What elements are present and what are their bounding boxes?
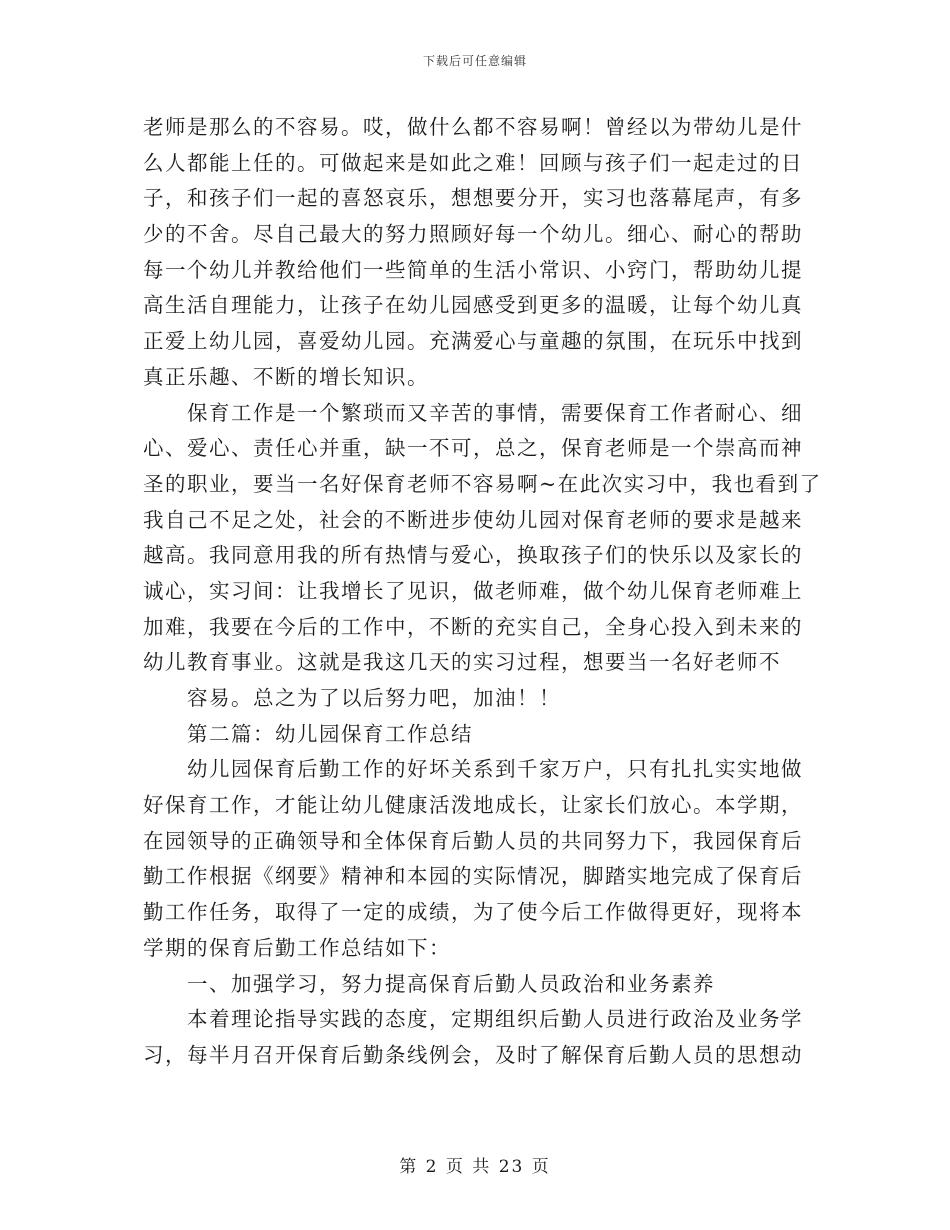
text-line: 每一个幼儿并教给他们一些简单的生活小常识、小窍门，帮助幼儿提 — [143, 257, 803, 282]
text-line: 本着理论指导实践的态度，定期组织后勤人员进行政治及业务学 — [143, 1007, 803, 1032]
text-line: 幼儿园保育后勤工作的好坏关系到千家万户，只有扎扎实实地做 — [143, 757, 803, 782]
section-heading: 第二篇：幼儿园保育工作总结 — [143, 721, 473, 746]
page-header: 下载后可任意编辑 — [422, 54, 527, 68]
text-line: 在园领导的正确领导和全体保育后勤人员的共同努力下，我园保育后 — [143, 828, 803, 853]
text-line: 心、爱心、责任心并重，缺一不可，总之，保育老师是一个崇高而神 — [143, 436, 803, 461]
text-line: 真正乐趣、不断的增长知识。 — [143, 364, 429, 389]
text-line: 学期的保育后勤工作总结如下： — [143, 935, 451, 960]
document-body — [143, 110, 822, 1074]
text-line: 勤工作任务，取得了一定的成绩，为了使今后工作做得更好，现将本 — [143, 900, 803, 925]
text-line: 圣的职业，要当一名好保育老师不容易啊~在此次实习中，我也看到了 — [143, 471, 822, 496]
text-line: 高生活自理能力，让孩子在幼儿园感受到更多的温暖，让每个幼儿真 — [143, 293, 803, 318]
subsection-heading: 一、加强学习，努力提高保育后勤人员政治和业务素养 — [143, 971, 715, 996]
text-line: 习，每半月召开保育后勤条线例会，及时了解保育后勤人员的思想动 — [143, 1042, 803, 1067]
text-line: 好保育工作，才能让幼儿健康活泼地成长，让家长们放心。本学期， — [143, 793, 803, 818]
text-line: 子，和孩子们一起的喜怒哀乐，想想要分开，实习也落幕尾声，有多 — [143, 186, 803, 211]
text-line: 保育工作是一个繁琐而又辛苦的事情，需要保育工作者耐心、细 — [143, 400, 803, 425]
text-line: 勤工作根据《纲要》精神和本园的实际情况，脚踏实地完成了保育后 — [143, 864, 803, 889]
text-line: 诚心，实习间：让我增长了见识，做老师难，做个幼儿保育老师难上 — [143, 578, 803, 603]
text-line: 么人都能上任的。可做起来是如此之难！回顾与孩子们一起走过的日 — [143, 150, 803, 175]
text-line: 幼儿教育事业。这就是我这几天的实习过程，想要当一名好老师不 — [143, 650, 781, 675]
text-line: 我自己不足之处，社会的不断进步使幼儿园对保育老师的要求是越来 — [143, 507, 803, 532]
text-line: 正爱上幼儿园，喜爱幼儿园。充满爱心与童趣的氛围，在玩乐中找到 — [143, 329, 803, 354]
text-line: 容易。总之为了以后努力吧，加油！！ — [143, 686, 561, 710]
text-line: 少的不舍。尽自己最大的努力照顾好每一个幼儿。细心、耐心的帮助 — [143, 222, 803, 247]
page-number-footer: 第 2 页 共 23 页 — [399, 1157, 551, 1177]
text-line: 加难，我要在今后的工作中，不断的充实自己，全身心投入到未来的 — [143, 614, 803, 639]
text-line: 越高。我同意用我的所有热情与爱心，换取孩子们的快乐以及家长的 — [143, 543, 803, 568]
text-line: 老师是那么的不容易。哎，做什么都不容易啊！曾经以为带幼儿是什 — [143, 115, 803, 139]
